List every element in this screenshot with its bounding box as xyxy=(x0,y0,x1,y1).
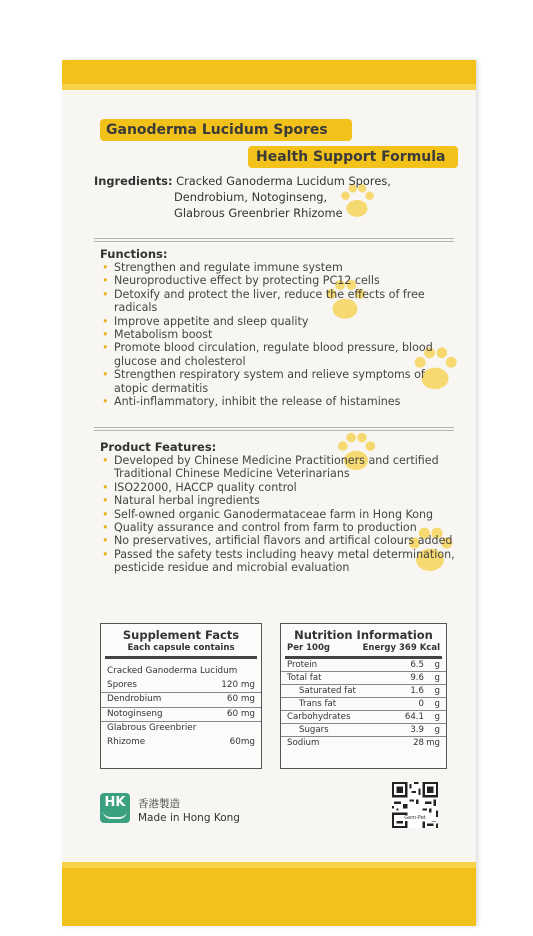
nutrient-unit: g xyxy=(434,699,440,709)
product-box-side xyxy=(62,60,476,926)
list-item: • Promote blood circulation, regulate blood pressure, blood glucose and cholesterol xyxy=(100,341,460,368)
table-row xyxy=(281,659,446,672)
made-in-hk-english: Made in Hong Kong xyxy=(138,812,240,824)
nutrient-unit: g xyxy=(434,660,440,670)
list-item: • Detoxify and protect the liver, reduce the effects of free radicals xyxy=(100,288,460,315)
nutrient-unit: g xyxy=(434,686,440,696)
row-name: Notoginseng xyxy=(107,708,163,719)
table-row xyxy=(101,708,261,723)
nutrition-per: Per 100g xyxy=(287,643,330,653)
nutrient-qty: 1.6 xyxy=(410,686,424,696)
ingredients-label: Ingredients: xyxy=(94,174,173,188)
divider xyxy=(94,238,454,239)
nutrient-unit: g xyxy=(434,712,440,722)
nutrient-name: Saturated fat xyxy=(299,686,356,696)
functions-title: Functions: xyxy=(100,247,168,261)
table-row xyxy=(101,665,261,679)
list-item: • Strengthen and regulate immune system xyxy=(100,261,460,274)
divider xyxy=(94,430,454,431)
nutrient-name: Total fat xyxy=(287,673,322,683)
table-row xyxy=(281,724,446,737)
table-row xyxy=(101,693,261,708)
nutrient-qty: 28 xyxy=(413,738,424,748)
made-in-hk-chinese: 香港製造 xyxy=(138,798,180,810)
nutrient-name: Sugars xyxy=(299,725,329,735)
table-row xyxy=(101,722,261,736)
list-item: • Metabolism boost xyxy=(100,328,460,341)
row-value: 120 mg xyxy=(221,679,255,690)
nutrient-unit: mg xyxy=(426,738,440,748)
list-item: • Developed by Chinese Medicine Practitioners and certified Traditional Chinese Medicine Veterinarians xyxy=(100,454,460,481)
list-item: • ISO22000, HACCP quality control xyxy=(100,481,460,494)
ingredients-block xyxy=(94,173,454,221)
nutrient-name: Sodium xyxy=(287,738,320,748)
row-name: Rhizome xyxy=(107,736,146,747)
functions-list xyxy=(100,261,460,408)
ingredients-line-1: Cracked Ganoderma Lucidum Spores, xyxy=(176,174,391,188)
row-value: 60mg xyxy=(229,736,255,747)
table-row xyxy=(281,737,446,749)
nutrient-qty: 6.5 xyxy=(410,660,424,670)
table-row xyxy=(281,698,446,711)
list-item: • No preservatives, artificial flavors and artifical colours added xyxy=(100,534,460,547)
list-item: • Improve appetite and sleep quality xyxy=(100,315,460,328)
nutrient-name: Carbohydrates xyxy=(287,712,351,722)
ingredients-line-2: Dendrobium, Notoginseng, xyxy=(174,190,328,204)
row-name: Cracked Ganoderma Lucidum xyxy=(107,666,238,676)
table-row xyxy=(281,711,446,724)
list-item: • Anti-inflammatory, inhibit the release of histamines xyxy=(100,395,460,408)
nutrient-unit: g xyxy=(434,673,440,683)
ingredients-line-3: Glabrous Greenbrier Rhizome xyxy=(174,206,343,220)
box-top-stripe xyxy=(62,60,476,84)
product-subtitle-banner: Health Support Formula xyxy=(248,146,458,168)
nutrient-name: Trans fat xyxy=(299,699,337,709)
nutrient-qty: 64.1 xyxy=(404,712,424,722)
table-row xyxy=(101,679,261,694)
row-name: Spores xyxy=(107,679,137,690)
list-item: • Neuroproductive effect by protecting PC12 cells xyxy=(100,274,460,287)
nutrition-header xyxy=(281,642,446,655)
supplement-facts-table xyxy=(100,623,262,769)
qr-caption: Gem-Pet xyxy=(394,815,436,821)
nutrient-qty: 0 xyxy=(418,699,424,709)
list-item: • Strengthen respiratory system and relieve symptoms of atopic dermatitis xyxy=(100,368,460,395)
nutrient-qty: 9.6 xyxy=(410,673,424,683)
list-item: • Passed the safety tests including heavy metal determination, pesticide residue and microbial evaluation xyxy=(100,548,460,575)
table-row xyxy=(281,672,446,685)
supplement-facts-title: Supplement Facts xyxy=(122,628,240,642)
hk-logo-text: HK xyxy=(104,795,126,810)
product-name-banner: Ganoderma Lucidum Spores xyxy=(100,119,352,141)
list-item: • Natural herbal ingredients xyxy=(100,494,460,507)
nutrition-energy: Energy 369 Kcal xyxy=(362,643,440,653)
supplement-facts-subtitle: Each capsule contains xyxy=(127,643,235,653)
nutrition-title: Nutrition Information xyxy=(294,628,433,642)
made-in-hk-logo xyxy=(100,793,130,823)
row-value: 60 mg xyxy=(226,694,255,704)
box-top-highlight xyxy=(62,84,476,90)
nutrient-unit: g xyxy=(434,725,440,735)
nutrient-name: Protein xyxy=(287,660,318,670)
list-item: • Self-owned organic Ganodermataceae farm in Hong Kong xyxy=(100,508,460,521)
qr-code-icon xyxy=(392,782,438,828)
nutrition-information-table xyxy=(280,623,447,769)
row-value: 60 mg xyxy=(226,708,255,719)
row-name: Glabrous Greenbrier xyxy=(107,723,197,733)
divider xyxy=(94,427,454,428)
box-bottom-stripe xyxy=(62,868,476,926)
nutrient-qty: 3.9 xyxy=(410,725,424,735)
row-name: Dendrobium xyxy=(107,694,162,704)
table-row xyxy=(101,736,261,750)
product-features-title: Product Features: xyxy=(100,440,217,454)
list-item: • Quality assurance and control from farm to production xyxy=(100,521,460,534)
table-row xyxy=(281,685,446,698)
product-features-list xyxy=(100,454,460,575)
divider xyxy=(94,241,454,242)
hand-icon xyxy=(103,811,127,819)
